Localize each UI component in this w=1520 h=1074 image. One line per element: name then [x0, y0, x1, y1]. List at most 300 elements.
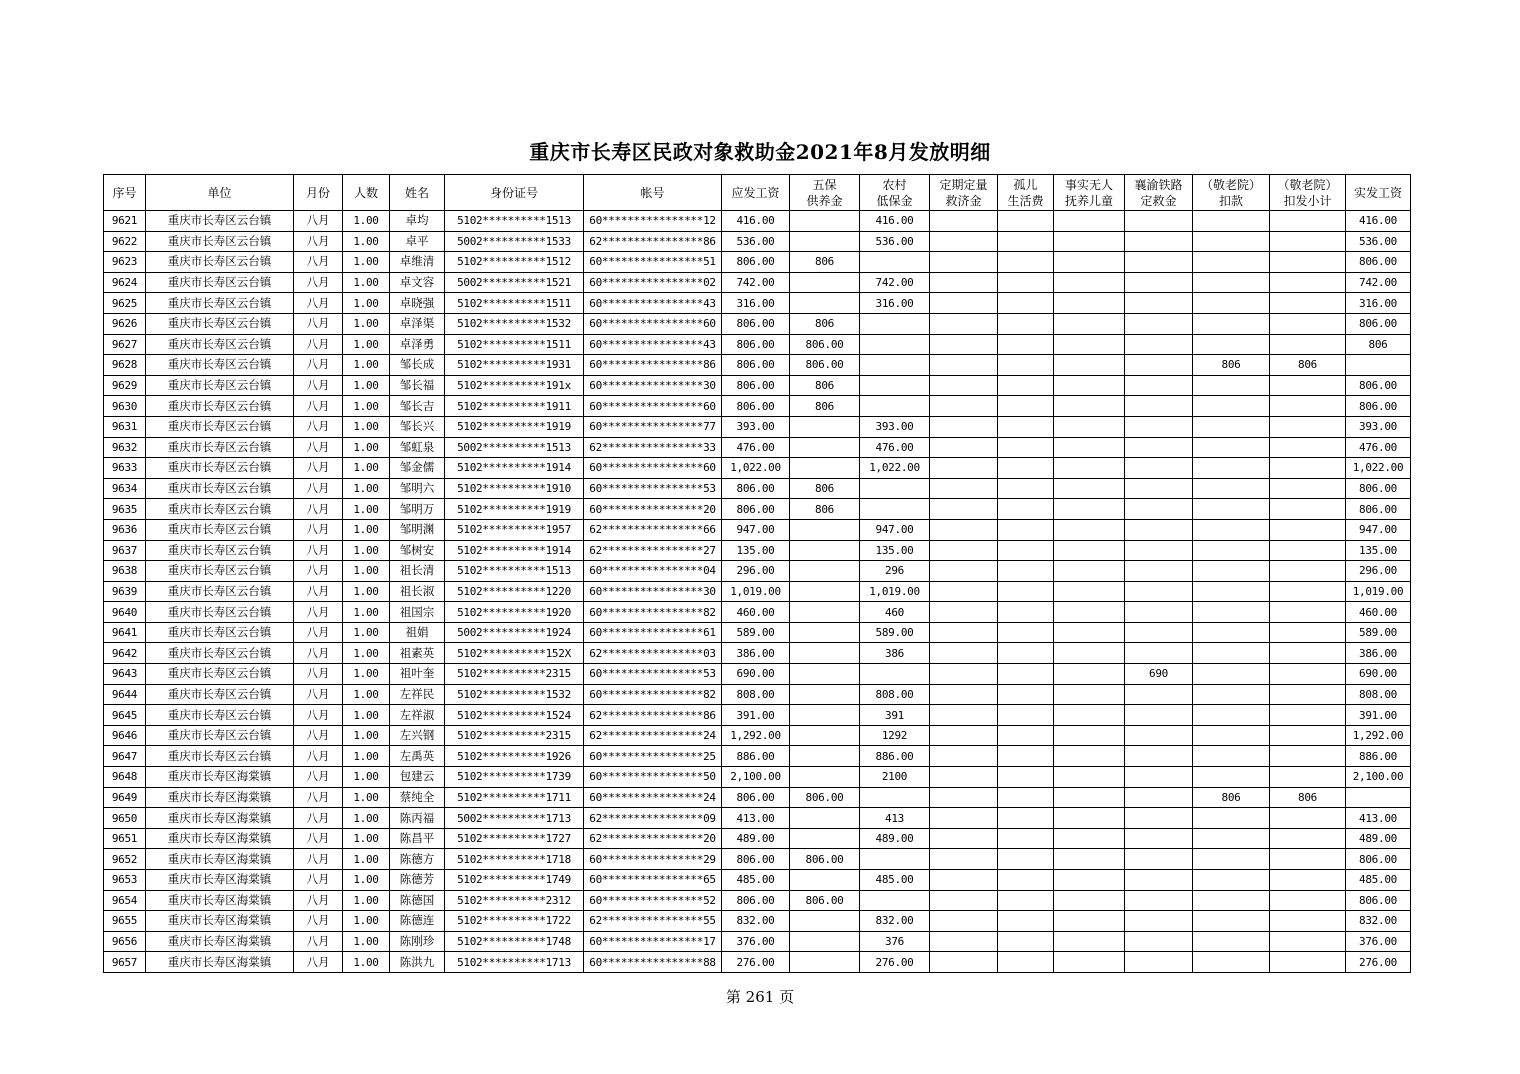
- table-cell: [1193, 602, 1270, 623]
- table-cell: 1.00: [343, 870, 390, 891]
- table-cell: [998, 211, 1054, 232]
- table-cell: 5102**********1512: [445, 252, 584, 273]
- table-cell: 62****************86: [584, 705, 722, 726]
- table-cell: [1054, 561, 1125, 582]
- table-cell: 重庆市长寿区云台镇: [146, 375, 294, 396]
- table-cell: [1054, 890, 1125, 911]
- table-cell: 460.00: [1346, 602, 1411, 623]
- table-cell: 5102**********1513: [445, 211, 584, 232]
- table-row: [104, 602, 1411, 623]
- table-cell: 476.00: [860, 437, 930, 458]
- table-cell: 806.00: [790, 355, 860, 376]
- table-cell: 1.00: [343, 684, 390, 705]
- table-cell: 60****************82: [584, 684, 722, 705]
- table-cell: 八月: [294, 416, 343, 437]
- table-cell: 806.00: [722, 396, 790, 417]
- table-cell: [1193, 828, 1270, 849]
- table-cell: [998, 458, 1054, 479]
- table-cell: 1.00: [343, 375, 390, 396]
- table-cell: [790, 952, 860, 973]
- table-cell: [1125, 828, 1193, 849]
- table-cell: 806: [790, 375, 860, 396]
- table-cell: 祖娟: [390, 622, 445, 643]
- table-cell: 9638: [104, 561, 146, 582]
- table-cell: [1054, 828, 1125, 849]
- table-cell: [930, 561, 998, 582]
- table-cell: [1193, 334, 1270, 355]
- table-cell: 1.00: [343, 416, 390, 437]
- table-cell: [1054, 416, 1125, 437]
- table-cell: 1.00: [343, 664, 390, 685]
- table-cell: [790, 416, 860, 437]
- table-row: [104, 622, 1411, 643]
- column-header: 农村 低保金: [860, 175, 930, 211]
- table-cell: [1193, 211, 1270, 232]
- table-cell: 八月: [294, 787, 343, 808]
- table-cell: 邹树安: [390, 540, 445, 561]
- table-cell: [1125, 705, 1193, 726]
- table-cell: [1270, 746, 1346, 767]
- table-cell: 1.00: [343, 581, 390, 602]
- table-cell: 1.00: [343, 643, 390, 664]
- table-cell: [860, 375, 930, 396]
- table-cell: [860, 664, 930, 685]
- table-cell: 9652: [104, 849, 146, 870]
- table-cell: 1.00: [343, 231, 390, 252]
- table-cell: 陈丙福: [390, 808, 445, 829]
- table-cell: 八月: [294, 355, 343, 376]
- table-cell: [1270, 952, 1346, 973]
- table-cell: [998, 355, 1054, 376]
- table-cell: [1125, 540, 1193, 561]
- table-cell: 589.00: [722, 622, 790, 643]
- table-cell: [998, 664, 1054, 685]
- table-cell: [1125, 293, 1193, 314]
- table-cell: [930, 643, 998, 664]
- table-cell: [1193, 725, 1270, 746]
- table-cell: [1193, 416, 1270, 437]
- table-cell: [1125, 416, 1193, 437]
- table-cell: 八月: [294, 746, 343, 767]
- table-cell: [1125, 437, 1193, 458]
- table-cell: [1125, 643, 1193, 664]
- table-row: [104, 870, 1411, 891]
- table-cell: [930, 252, 998, 273]
- table-cell: [1193, 458, 1270, 479]
- table-cell: 690.00: [1346, 664, 1411, 685]
- table-row: [104, 952, 1411, 973]
- table-cell: 60****************65: [584, 870, 722, 891]
- table-cell: [1193, 272, 1270, 293]
- table-cell: 376.00: [722, 931, 790, 952]
- table-cell: [998, 437, 1054, 458]
- table-cell: [790, 602, 860, 623]
- table-cell: 806.00: [790, 849, 860, 870]
- table-cell: 5102**********1911: [445, 396, 584, 417]
- table-cell: 邹长兴: [390, 416, 445, 437]
- table-cell: [1125, 808, 1193, 829]
- table-row: [104, 911, 1411, 932]
- table-cell: 八月: [294, 231, 343, 252]
- table-cell: 5002**********1533: [445, 231, 584, 252]
- table-cell: [930, 396, 998, 417]
- table-cell: 9626: [104, 313, 146, 334]
- table-cell: 邹明万: [390, 499, 445, 520]
- table-cell: 9650: [104, 808, 146, 829]
- table-cell: 八月: [294, 808, 343, 829]
- table-cell: [1270, 416, 1346, 437]
- table-cell: 742.00: [860, 272, 930, 293]
- table-cell: 60****************25: [584, 746, 722, 767]
- table-cell: [930, 313, 998, 334]
- table-cell: [1125, 313, 1193, 334]
- table-cell: 9627: [104, 334, 146, 355]
- table-cell: 9621: [104, 211, 146, 232]
- table-cell: 八月: [294, 622, 343, 643]
- table-cell: [998, 787, 1054, 808]
- table-cell: 八月: [294, 581, 343, 602]
- table-cell: 476.00: [1346, 437, 1411, 458]
- table-cell: 5102**********1532: [445, 313, 584, 334]
- table-cell: 9654: [104, 890, 146, 911]
- table-cell: [998, 931, 1054, 952]
- table-cell: 376: [860, 931, 930, 952]
- table-cell: [930, 478, 998, 499]
- table-cell: [930, 581, 998, 602]
- table-cell: 9633: [104, 458, 146, 479]
- table-cell: 806: [790, 499, 860, 520]
- table-cell: [1054, 231, 1125, 252]
- table-cell: [790, 911, 860, 932]
- table-cell: [1054, 478, 1125, 499]
- table-cell: 60****************52: [584, 890, 722, 911]
- table-cell: 9628: [104, 355, 146, 376]
- table-cell: 9648: [104, 767, 146, 788]
- table-cell: [1270, 252, 1346, 273]
- table-cell: 489.00: [722, 828, 790, 849]
- table-cell: 9637: [104, 540, 146, 561]
- table-cell: 60****************50: [584, 767, 722, 788]
- table-cell: 1.00: [343, 458, 390, 479]
- table-cell: 62****************20: [584, 828, 722, 849]
- table-cell: 9625: [104, 293, 146, 314]
- table-cell: [998, 499, 1054, 520]
- table-cell: [860, 313, 930, 334]
- table-cell: 重庆市长寿区云台镇: [146, 705, 294, 726]
- table-cell: 742.00: [722, 272, 790, 293]
- table-cell: [1125, 375, 1193, 396]
- table-cell: [1270, 828, 1346, 849]
- table-cell: 八月: [294, 396, 343, 417]
- table-cell: 八月: [294, 684, 343, 705]
- table-cell: [930, 622, 998, 643]
- table-header-row: [104, 175, 1411, 211]
- table-cell: 806.00: [1346, 890, 1411, 911]
- table-cell: 393.00: [860, 416, 930, 437]
- table-cell: 460: [860, 602, 930, 623]
- table-cell: [998, 622, 1054, 643]
- table-row: [104, 849, 1411, 870]
- table-cell: 邹虹泉: [390, 437, 445, 458]
- table-cell: 806.00: [722, 313, 790, 334]
- table-cell: 947.00: [1346, 519, 1411, 540]
- table-cell: 卓维清: [390, 252, 445, 273]
- table-cell: 9634: [104, 478, 146, 499]
- table-cell: 1.00: [343, 952, 390, 973]
- table-cell: 蔡纯全: [390, 787, 445, 808]
- table-cell: 重庆市长寿区海棠镇: [146, 767, 294, 788]
- table-cell: 9635: [104, 499, 146, 520]
- table-cell: 9636: [104, 519, 146, 540]
- table-cell: [1346, 355, 1411, 376]
- table-cell: [1270, 643, 1346, 664]
- table-cell: [1193, 499, 1270, 520]
- table-cell: 806.00: [1346, 478, 1411, 499]
- table-cell: 5102**********2315: [445, 725, 584, 746]
- table-cell: 邹金儒: [390, 458, 445, 479]
- table-row: [104, 211, 1411, 232]
- table-cell: [998, 293, 1054, 314]
- table-cell: [1054, 602, 1125, 623]
- table-cell: 886.00: [1346, 746, 1411, 767]
- table-cell: [930, 211, 998, 232]
- table-cell: [1054, 313, 1125, 334]
- table-cell: 276.00: [722, 952, 790, 973]
- table-cell: [1193, 540, 1270, 561]
- table-cell: 1.00: [343, 499, 390, 520]
- table-cell: 5102**********2312: [445, 890, 584, 911]
- table-cell: [790, 746, 860, 767]
- table-cell: [860, 787, 930, 808]
- table-cell: [930, 684, 998, 705]
- table-cell: [998, 313, 1054, 334]
- table-cell: [1270, 334, 1346, 355]
- table-cell: [1270, 231, 1346, 252]
- table-cell: 808.00: [1346, 684, 1411, 705]
- table-cell: [1054, 643, 1125, 664]
- table-row: [104, 252, 1411, 273]
- table-cell: 卓均: [390, 211, 445, 232]
- table-cell: 八月: [294, 561, 343, 582]
- table-cell: 八月: [294, 952, 343, 973]
- table-cell: 806.00: [790, 334, 860, 355]
- table-cell: [1054, 787, 1125, 808]
- table-cell: 806.00: [722, 355, 790, 376]
- table-cell: 536.00: [860, 231, 930, 252]
- table-cell: [1193, 561, 1270, 582]
- table-cell: 135.00: [860, 540, 930, 561]
- table-cell: [1054, 622, 1125, 643]
- table-cell: 重庆市长寿区云台镇: [146, 602, 294, 623]
- table-cell: [1054, 458, 1125, 479]
- table-cell: [1125, 890, 1193, 911]
- table-cell: 八月: [294, 519, 343, 540]
- table-cell: 60****************29: [584, 849, 722, 870]
- table-cell: [1270, 561, 1346, 582]
- table-cell: 5102**********1749: [445, 870, 584, 891]
- table-cell: [1193, 890, 1270, 911]
- table-cell: 536.00: [722, 231, 790, 252]
- table-cell: 重庆市长寿区海棠镇: [146, 952, 294, 973]
- table-cell: 八月: [294, 252, 343, 273]
- table-cell: 5102**********152X: [445, 643, 584, 664]
- table-cell: 9646: [104, 725, 146, 746]
- table-cell: 391.00: [1346, 705, 1411, 726]
- table-cell: 重庆市长寿区海棠镇: [146, 931, 294, 952]
- table-cell: 9623: [104, 252, 146, 273]
- table-cell: [1193, 293, 1270, 314]
- table-cell: [1193, 911, 1270, 932]
- table-row: [104, 561, 1411, 582]
- table-row: [104, 355, 1411, 376]
- table-cell: [1270, 293, 1346, 314]
- table-cell: 806: [790, 252, 860, 273]
- table-cell: 806.00: [1346, 313, 1411, 334]
- table-cell: 135.00: [722, 540, 790, 561]
- table-cell: 296.00: [1346, 561, 1411, 582]
- table-cell: [1270, 313, 1346, 334]
- table-cell: 806: [1270, 355, 1346, 376]
- table-cell: [1125, 478, 1193, 499]
- table-cell: 5002**********1521: [445, 272, 584, 293]
- table-cell: 2,100.00: [722, 767, 790, 788]
- table-cell: 5102**********1926: [445, 746, 584, 767]
- table-cell: 重庆市长寿区云台镇: [146, 272, 294, 293]
- table-cell: 742.00: [1346, 272, 1411, 293]
- table-cell: [1125, 499, 1193, 520]
- table-cell: [1270, 725, 1346, 746]
- table-cell: 祖长淑: [390, 581, 445, 602]
- table-cell: 5102**********1914: [445, 540, 584, 561]
- table-cell: 60****************30: [584, 375, 722, 396]
- table-cell: [998, 519, 1054, 540]
- table-row: [104, 828, 1411, 849]
- table-cell: 806: [790, 313, 860, 334]
- table-cell: 左祥民: [390, 684, 445, 705]
- table-cell: [998, 828, 1054, 849]
- table-cell: [998, 890, 1054, 911]
- table-cell: 9622: [104, 231, 146, 252]
- table-cell: [860, 396, 930, 417]
- table-cell: [930, 787, 998, 808]
- table-cell: 589.00: [1346, 622, 1411, 643]
- table-cell: [930, 890, 998, 911]
- table-cell: 八月: [294, 293, 343, 314]
- table-cell: [1193, 643, 1270, 664]
- table-cell: 9641: [104, 622, 146, 643]
- table-cell: 5102**********1513: [445, 561, 584, 582]
- table-row: [104, 684, 1411, 705]
- table-cell: 391.00: [722, 705, 790, 726]
- table-cell: 62****************03: [584, 643, 722, 664]
- table-cell: 485.00: [1346, 870, 1411, 891]
- table-cell: [998, 684, 1054, 705]
- column-header: 身份证号: [445, 175, 584, 211]
- column-header: 事实无人 抚养儿童: [1054, 175, 1125, 211]
- table-cell: [930, 355, 998, 376]
- table-cell: [1193, 252, 1270, 273]
- table-cell: [860, 252, 930, 273]
- table-cell: 60****************17: [584, 931, 722, 952]
- table-cell: [1125, 622, 1193, 643]
- table-cell: 邹明渊: [390, 519, 445, 540]
- table-cell: 1.00: [343, 767, 390, 788]
- table-cell: 重庆市长寿区云台镇: [146, 293, 294, 314]
- table-cell: 393.00: [1346, 416, 1411, 437]
- table-cell: 9630: [104, 396, 146, 417]
- table-cell: 1.00: [343, 437, 390, 458]
- table-cell: [930, 870, 998, 891]
- table-cell: [998, 334, 1054, 355]
- table-cell: 5102**********1511: [445, 293, 584, 314]
- table-cell: 60****************24: [584, 787, 722, 808]
- table-cell: 9649: [104, 787, 146, 808]
- table-cell: [930, 849, 998, 870]
- table-row: [104, 334, 1411, 355]
- table-cell: 276.00: [1346, 952, 1411, 973]
- table-cell: 806.00: [722, 252, 790, 273]
- table-cell: [1193, 808, 1270, 829]
- table-cell: 60****************60: [584, 458, 722, 479]
- table-cell: 重庆市长寿区云台镇: [146, 499, 294, 520]
- table-cell: [790, 437, 860, 458]
- table-cell: 832.00: [860, 911, 930, 932]
- table-cell: 1.00: [343, 272, 390, 293]
- table-row: [104, 478, 1411, 499]
- table-cell: [860, 478, 930, 499]
- table-cell: 1.00: [343, 705, 390, 726]
- table-cell: 690: [1125, 664, 1193, 685]
- table-cell: 9629: [104, 375, 146, 396]
- column-header: 单位: [146, 175, 294, 211]
- column-header: （敬老院） 扣发小计: [1270, 175, 1346, 211]
- table-cell: 5102**********1957: [445, 519, 584, 540]
- table-cell: 62****************24: [584, 725, 722, 746]
- table-cell: 9632: [104, 437, 146, 458]
- table-cell: 八月: [294, 870, 343, 891]
- table-cell: [1125, 211, 1193, 232]
- table-row: [104, 519, 1411, 540]
- table-cell: [790, 622, 860, 643]
- table-cell: [998, 767, 1054, 788]
- table-cell: 1.00: [343, 787, 390, 808]
- table-cell: [1270, 870, 1346, 891]
- table-row: [104, 725, 1411, 746]
- table-cell: [1270, 375, 1346, 396]
- table-cell: 卓平: [390, 231, 445, 252]
- table-cell: 536.00: [1346, 231, 1411, 252]
- table-cell: 60****************77: [584, 416, 722, 437]
- table-cell: 806.00: [1346, 375, 1411, 396]
- table-row: [104, 396, 1411, 417]
- table-cell: 808.00: [722, 684, 790, 705]
- table-row: [104, 787, 1411, 808]
- table-cell: [1125, 911, 1193, 932]
- table-cell: 947.00: [722, 519, 790, 540]
- table-cell: 5102**********1931: [445, 355, 584, 376]
- table-cell: [1193, 519, 1270, 540]
- table-cell: [1054, 540, 1125, 561]
- table-cell: 947.00: [860, 519, 930, 540]
- table-cell: 重庆市长寿区云台镇: [146, 664, 294, 685]
- table-cell: 重庆市长寿区海棠镇: [146, 849, 294, 870]
- table-cell: 376.00: [1346, 931, 1411, 952]
- table-cell: [930, 519, 998, 540]
- table-cell: [1054, 581, 1125, 602]
- table-cell: 重庆市长寿区海棠镇: [146, 870, 294, 891]
- table-cell: [998, 725, 1054, 746]
- table-cell: [1054, 519, 1125, 540]
